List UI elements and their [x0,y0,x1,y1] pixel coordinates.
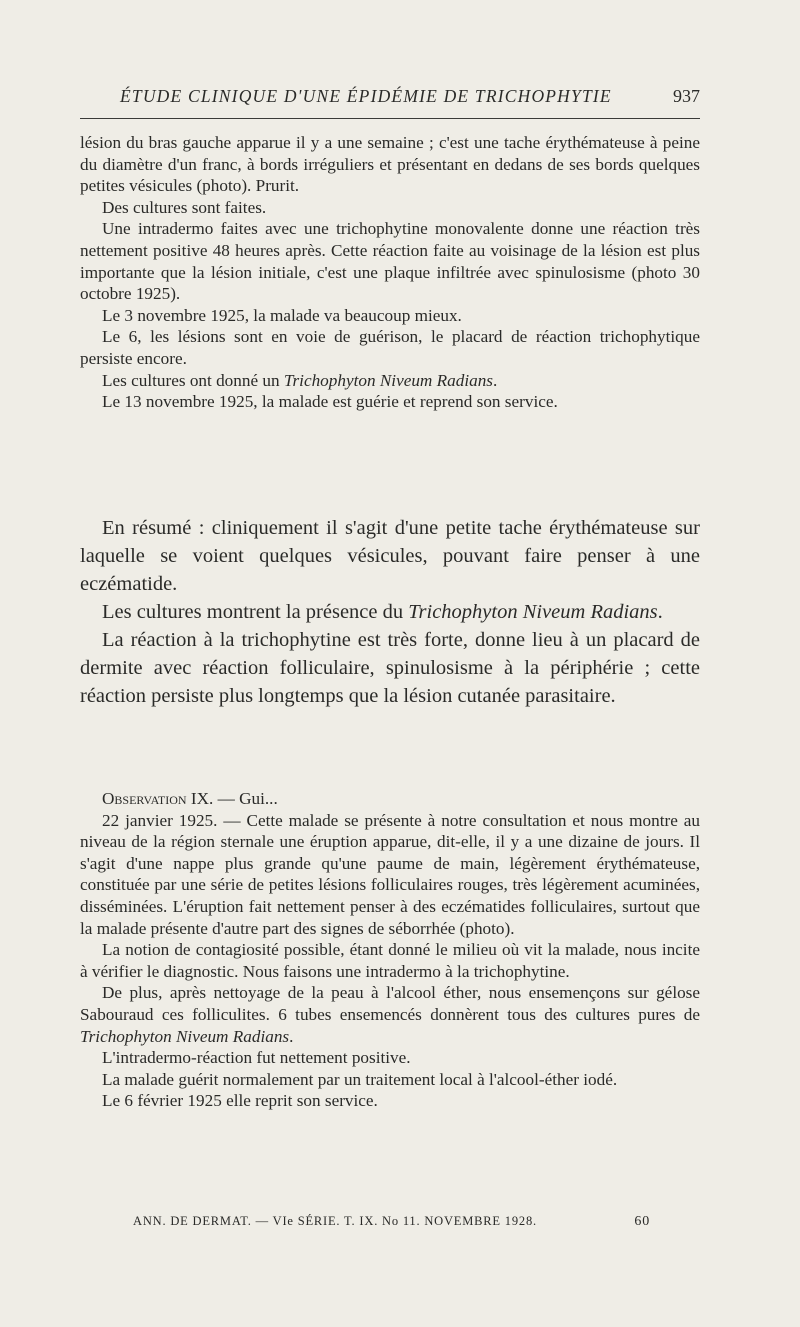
observation-label: Observation IX. [102,789,214,808]
text-run: . [492,370,498,390]
signature-mark: 60 [634,1214,650,1229]
paragraph: La notion de contagiosité possible, étant donné le milieu où vit la malade, nous incite à vérifier le diagnostic. Nous faisons une intradermo à la trichophytine. [80,940,700,981]
header-rule [80,118,700,119]
paragraph: lésion du bras gauche apparue il y a une semaine ; c'est une tache érythémateuse à peine du diamètre d'un franc, à bords irréguliers et présentant en dedans de ses bords quelques petites vésicules (photo). Prurit. [80,133,700,196]
paragraph: La malade guérit normalement par un traitement local à l'alcool-éther iodé. [102,1069,618,1089]
paragraph: L'intradermo-réaction fut nettement positive. [102,1048,411,1068]
observation-block [80,788,700,1112]
text-run: Les cultures ont donné un [102,370,284,390]
paragraph: Une intradermo faites avec une trichophytine monovalente donne une réaction très nettement positive 48 heures après. Cette réaction faite au voisinage de la lésion est plus importante que la lésion initiale, c'est une plaque infiltrée avec spinulosisme (photo 30 octobre 1925). [80,219,700,304]
observation-heading [80,788,700,810]
paragraph: Le 6 février 1925 elle reprit son service. [102,1091,378,1111]
summary-paragraph: La réaction à la trichophytine est très forte, donne lieu à un placard de dermite avec réaction folliculaire, spinulosisme à la périphérie ; cette réaction persiste plus longtemps que la lésion cutanée parasitaire. [80,629,700,707]
species-name: Trichophyton Niveum Radians [80,1026,290,1046]
summary-paragraph [80,598,700,626]
paragraph: Le 3 novembre 1925, la malade va beaucoup mieux. [102,305,462,325]
species-name: Trichophyton Niveum Radians [408,601,658,623]
paragraph: Des cultures sont faites. [102,197,267,217]
patient-name: — Gui... [213,789,278,808]
text-run: Les cultures montrent la présence du [102,601,409,623]
paragraph [80,370,700,392]
paragraph [80,982,700,1047]
text-run: . [657,601,663,623]
case-continuation-block [80,132,700,413]
paragraph: Le 6, les lésions sont en voie de guérison, le placard de réaction trichophytique persiste encore. [80,327,700,368]
running-title: ÉTUDE CLINIQUE D'UNE ÉPIDÉMIE DE TRICHOPHYTIE [120,86,612,106]
paragraph: 22 janvier 1925. — Cette malade se présente à notre consultation et nous montre au niveau de la région sternale une éruption apparue, dit-elle, il y a une dizaine de jours. Il s'agit d'une nappe plus grande qu'une paume de main, légèrement érythémateuse, constituée par une série de petites lésions folliculaires rouges, très légèrement acuminées, disséminées. L'éruption fait nettement penser à des eczématides folliculaires, surtout que la malade présente d'autre part des signes de séborrhée (photo). [80,810,700,938]
summary-paragraph: En résumé : cliniquement il s'agit d'une petite tache érythémateuse sur laquelle se voient quelques vésicules, pouvant faire penser à une eczématide. [80,517,700,595]
running-header [80,82,700,112]
text-run: De plus, après nettoyage de la peau à l'alcool éther, nous ensemençons sur gélose Sabouraud ces folliculites. 6 tubes ensemencés donnèrent tous des cultures pures de [80,983,700,1024]
page-number: 937 [673,86,700,106]
summary-block [80,514,700,710]
text-run: . [289,1026,294,1046]
species-name: Trichophyton Niveum Radians [283,370,493,390]
journal-reference: ANN. DE DERMAT. — VIe SÉRIE. T. IX. No 11. NOVEMBRE 1928. [133,1214,537,1228]
paragraph: Le 13 novembre 1925, la malade est guérie et reprend son service. [102,392,558,412]
